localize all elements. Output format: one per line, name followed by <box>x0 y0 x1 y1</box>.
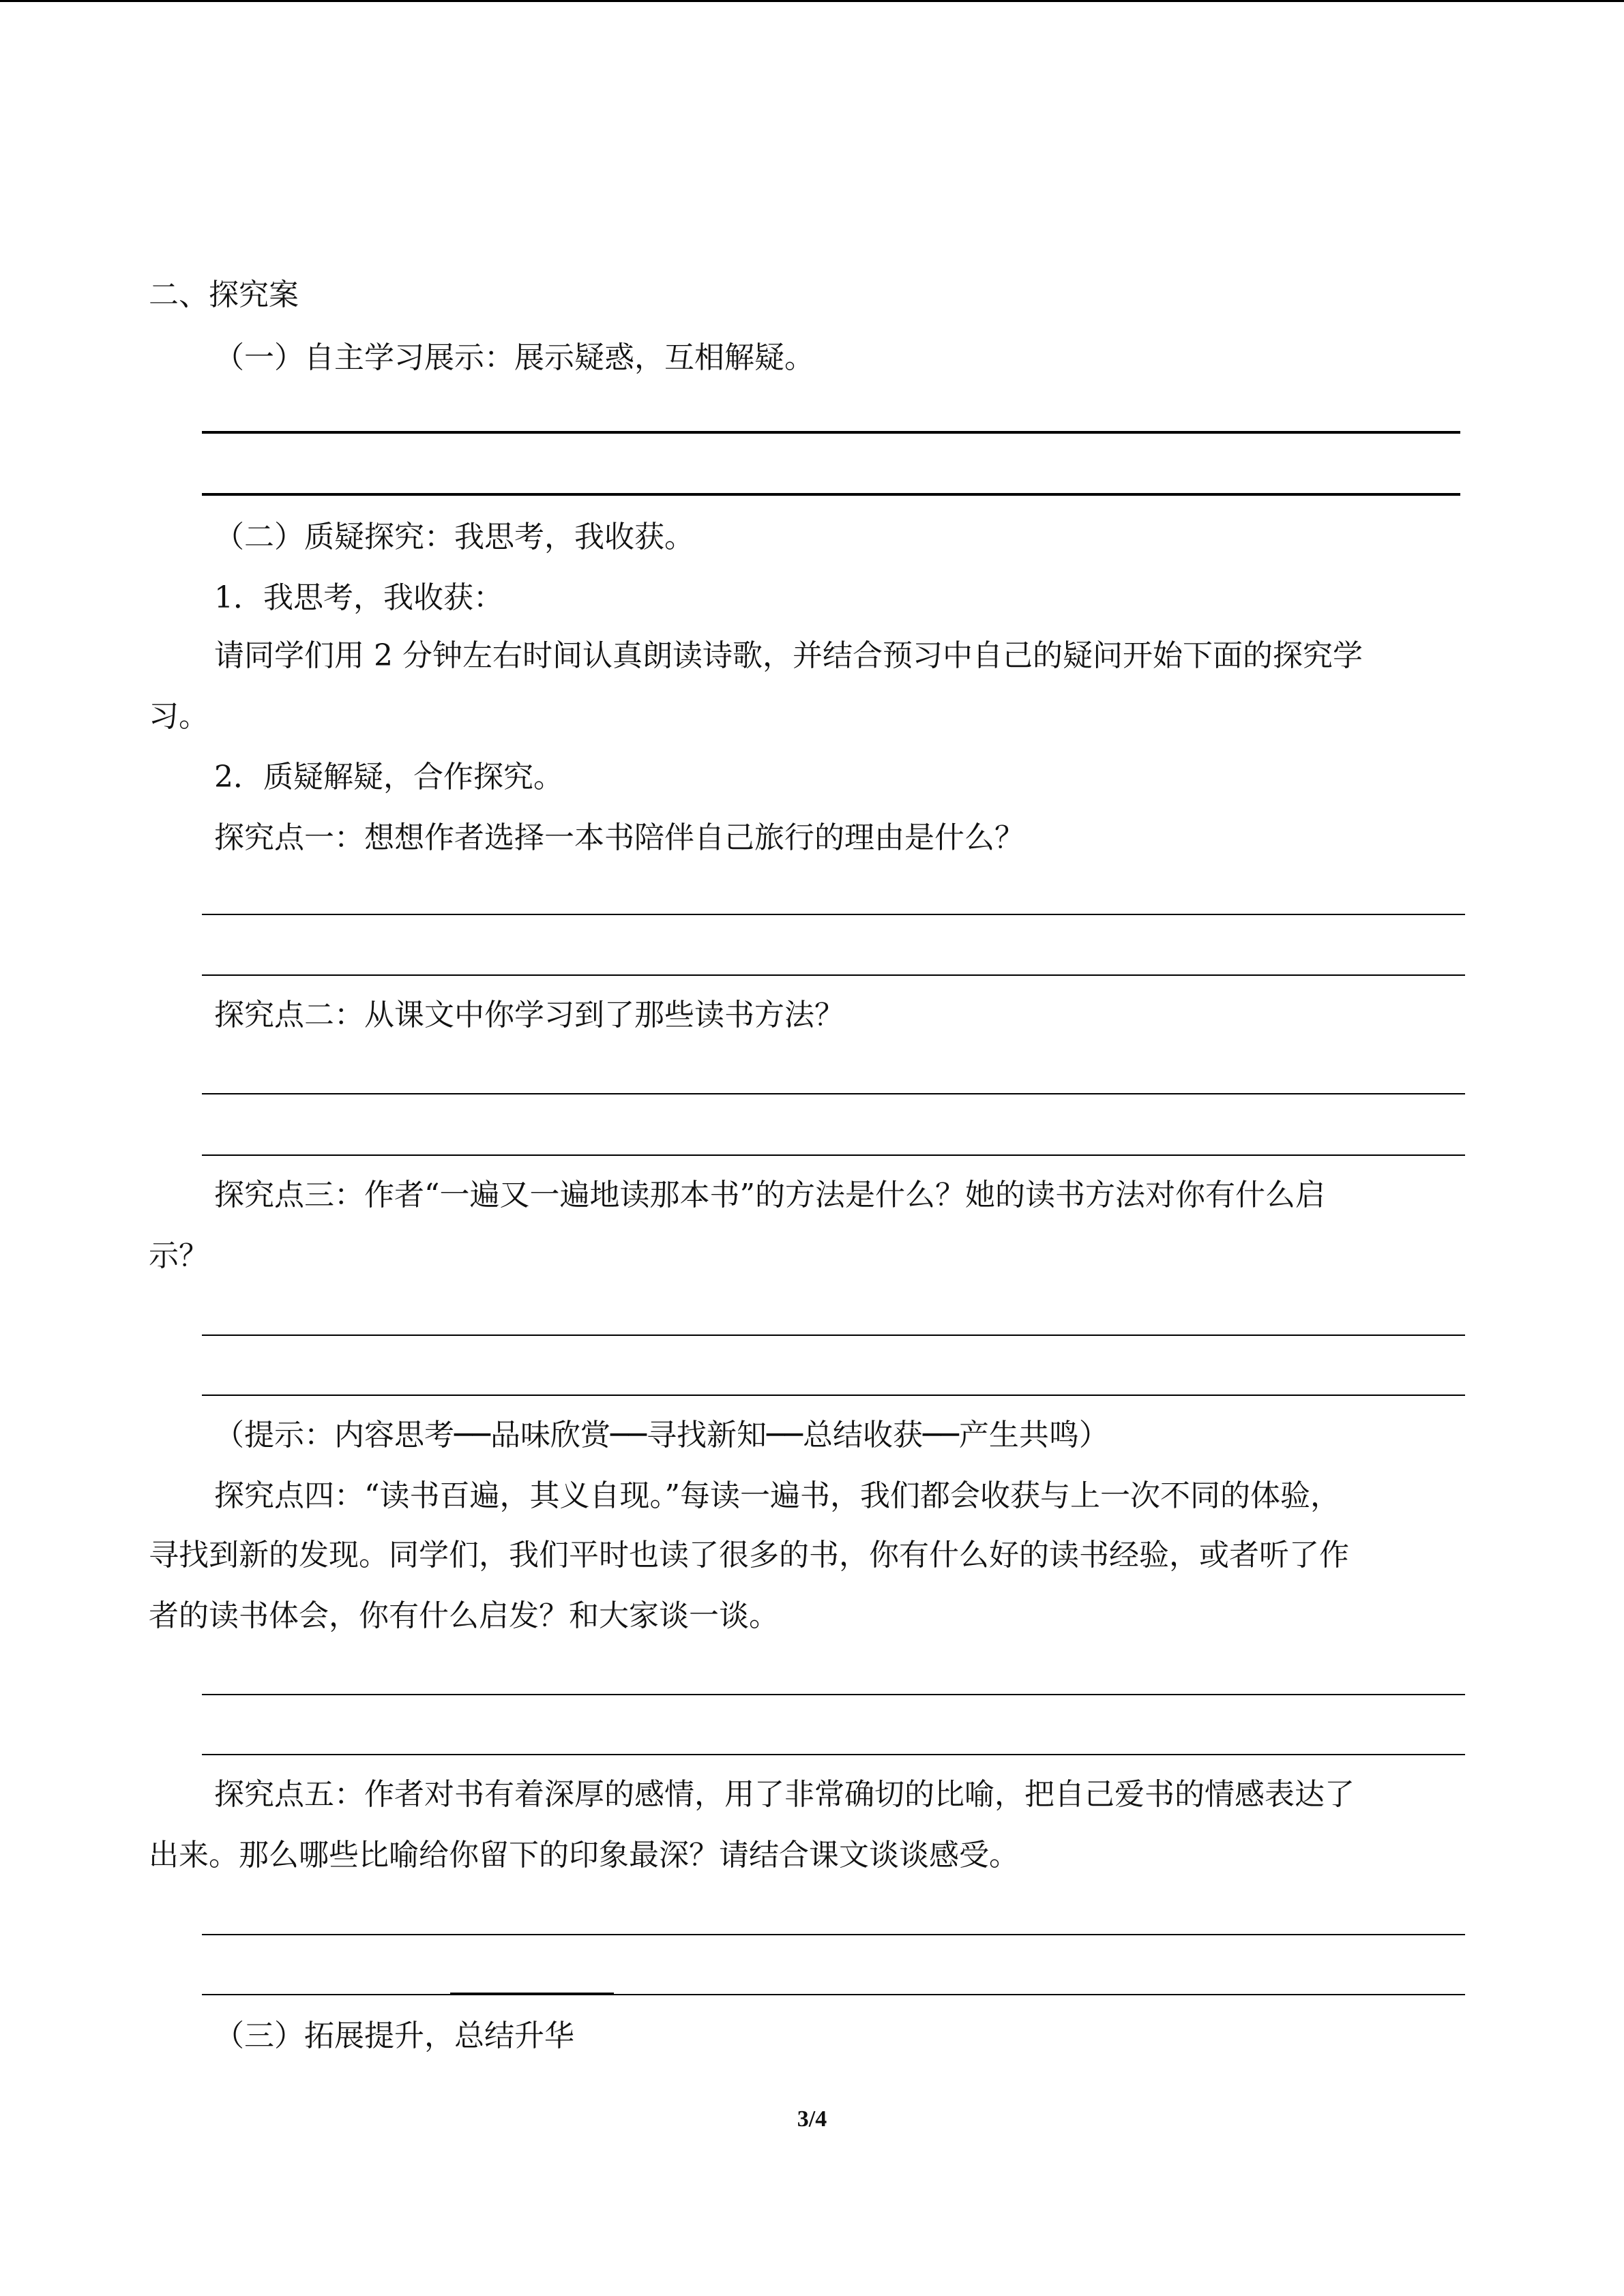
answer-line <box>202 914 1465 915</box>
inquiry-point-5-cont: 出来。那么哪些比喻给你留下的印象最深？请结合课文谈谈感受。 <box>149 1838 1019 1873</box>
answer-line <box>202 1754 1465 1755</box>
section-title: 二、探究案 <box>149 278 299 312</box>
item1-label: 1．我思考，我收获： <box>214 580 503 615</box>
inquiry-point-1: 探究点一：想想作者选择一本书陪伴自己旅行的理由是什么？ <box>214 820 1024 855</box>
inquiry-point-4-cont: 寻找到新的发现。同学们，我们平时也读了很多的书，你有什么好的读书经验，或者听了作 <box>149 1538 1349 1572</box>
inquiry-point-3-cont: 示？ <box>149 1238 209 1273</box>
hint-text: （提示：内容思考──品味欣赏──寻找新知──总结收获──产生共鸣） <box>214 1418 1109 1452</box>
answer-line <box>202 974 1465 976</box>
inquiry-point-2: 探究点二：从课文中你学习到了那些读书方法？ <box>214 998 844 1032</box>
page-number: 3/4 <box>797 2106 827 2132</box>
inquiry-point-5: 探究点五：作者对书有着深厚的感情，用了非常确切的比喻，把自己爱书的情感表达了 <box>214 1777 1355 1812</box>
part2-heading: （二）质疑探究：我思考，我收获。 <box>214 520 694 554</box>
answer-line <box>202 1694 1465 1695</box>
item1-text-cont: 习。 <box>149 699 209 734</box>
inquiry-point-4-cont: 者的读书体会，你有什么启发？和大家谈一谈。 <box>149 1598 779 1633</box>
answer-line <box>202 1994 1465 1995</box>
top-border-rule <box>0 0 1624 2</box>
answer-line <box>202 1093 1465 1094</box>
answer-line <box>202 1934 1465 1935</box>
item2-label: 2．质疑解疑，合作探究。 <box>214 760 563 794</box>
answer-line <box>202 431 1460 434</box>
answer-line <box>202 493 1460 496</box>
answer-line <box>202 1154 1465 1156</box>
inquiry-point-3: 探究点三：作者“一遍又一遍地读那本书”的方法是什么？她的读书方法对你有什么启 <box>214 1178 1325 1212</box>
item1-text: 请同学们用 2 分钟左右时间认真朗读诗歌，并结合预习中自己的疑问开始下面的探究学 <box>214 638 1363 673</box>
part3-heading: （三）拓展提升，总结升华 <box>214 2018 574 2053</box>
part1-heading: （一）自主学习展示：展示疑惑，互相解疑。 <box>214 340 814 375</box>
inquiry-point-4: 探究点四：“读书百遍，其义自现。”每读一遍书，我们都会收获与上一次不同的体验， <box>214 1478 1340 1513</box>
answer-line <box>202 1395 1465 1396</box>
answer-line <box>202 1335 1465 1336</box>
